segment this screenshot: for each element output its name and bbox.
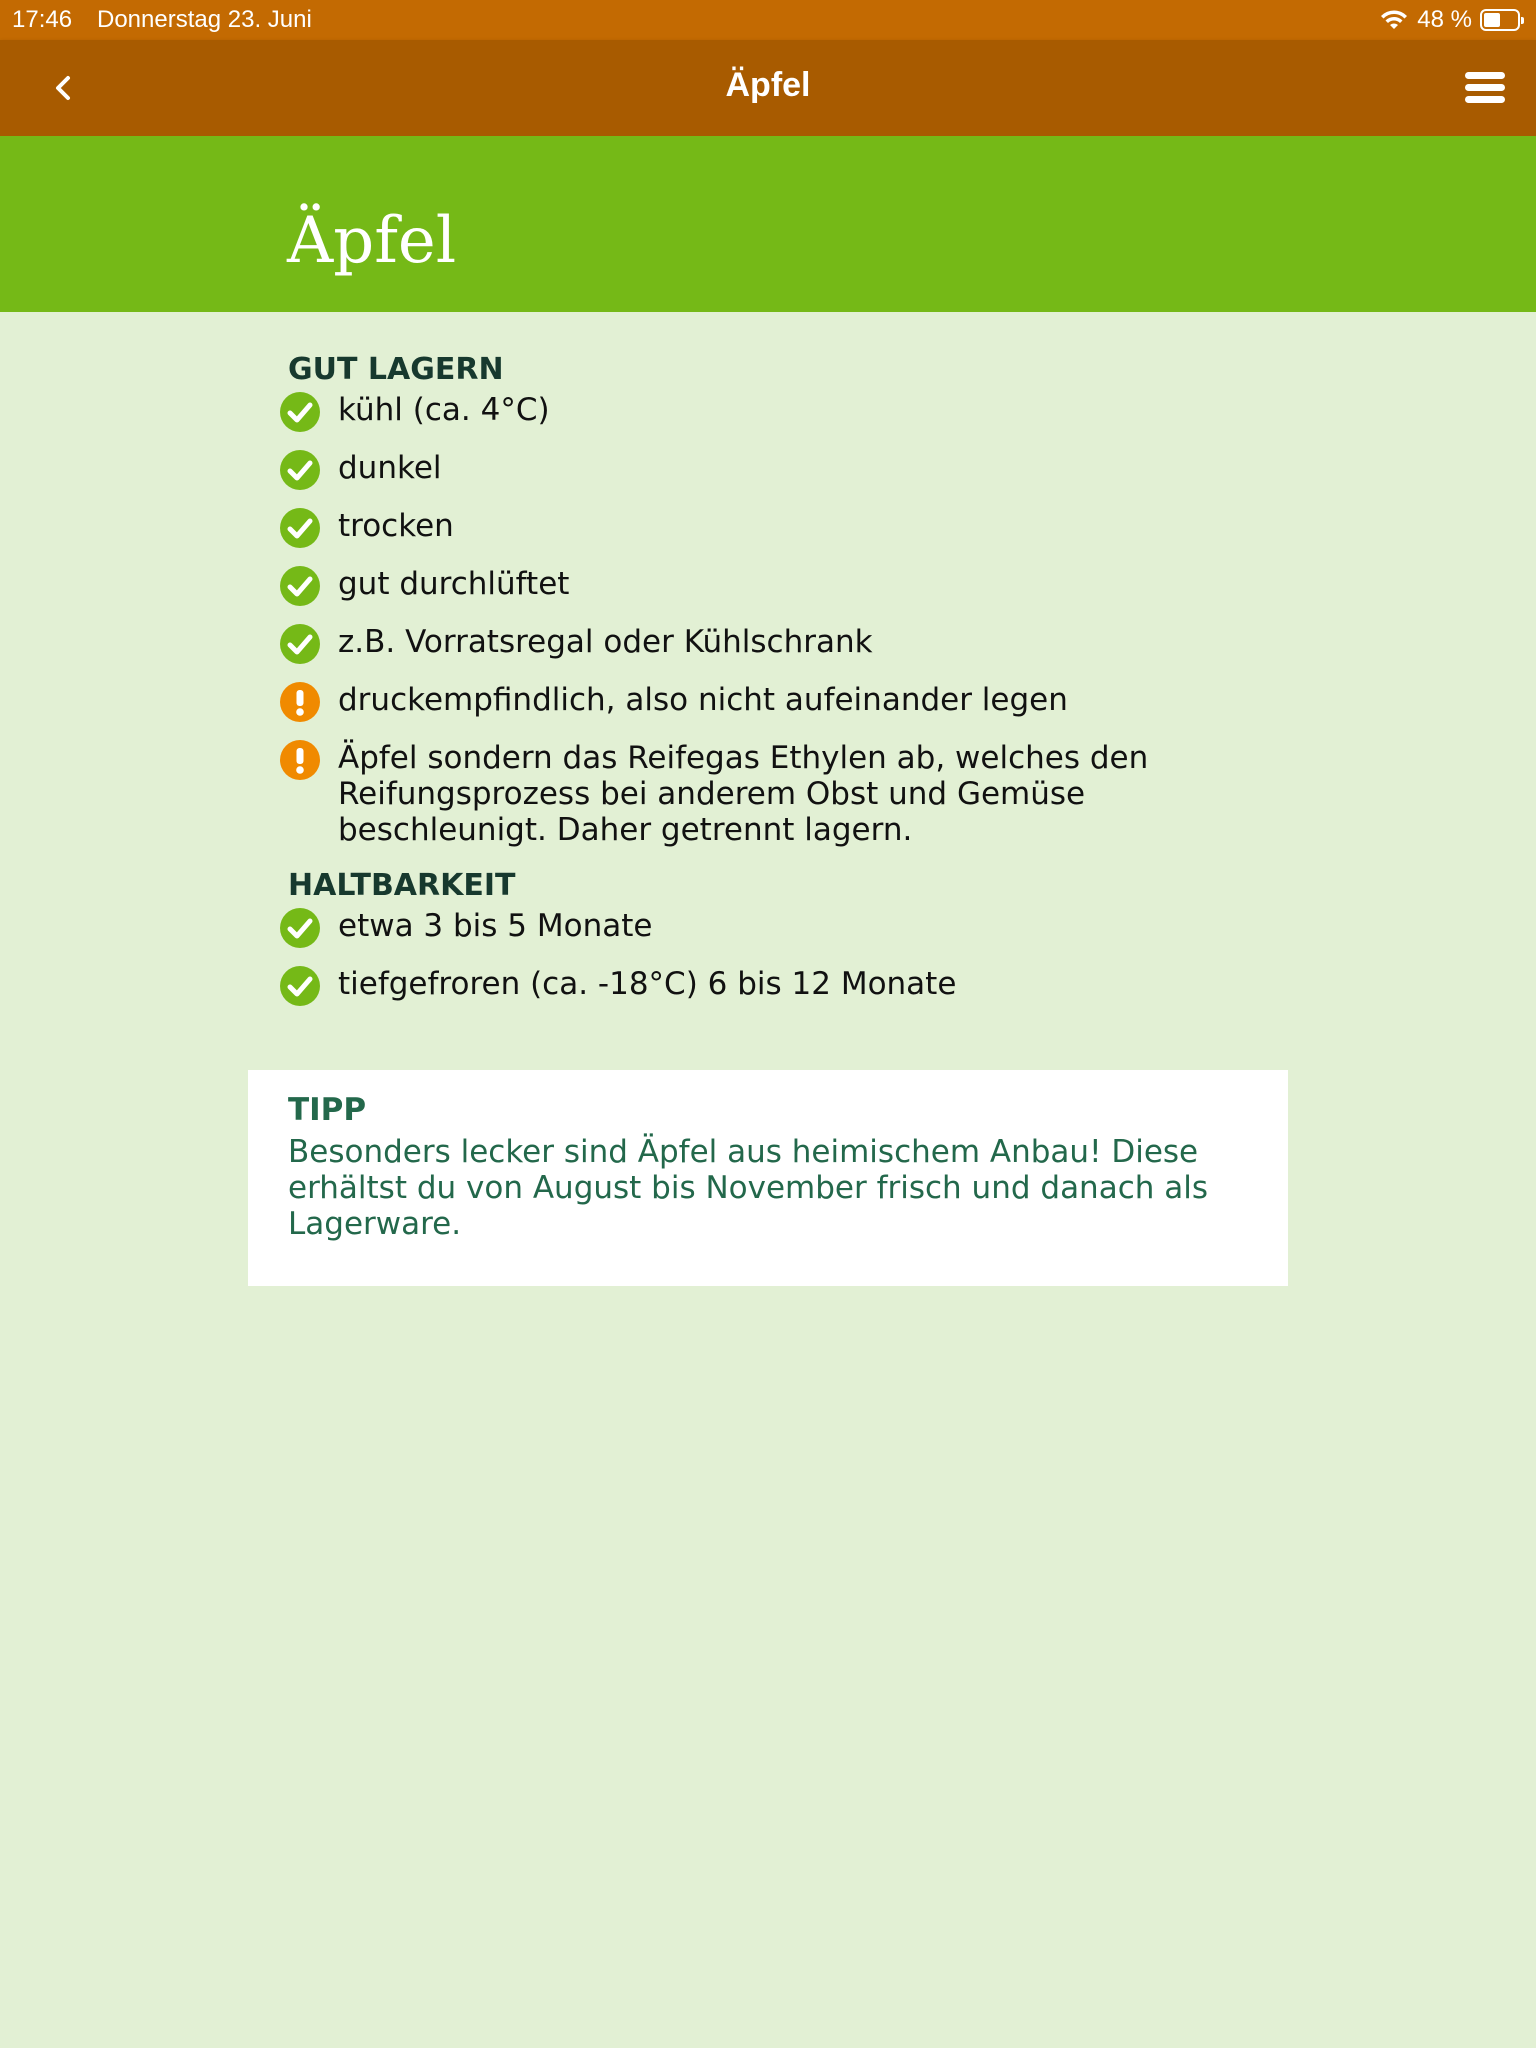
tip-heading: TIPP [288,1092,367,1128]
list-item-text: gut durchlüftet [338,566,570,602]
storage-heading: GUT LAGERN [288,352,504,387]
list-item [280,566,1280,606]
check-circle-icon [280,392,320,432]
check-circle-icon [280,450,320,490]
check-circle-icon [280,624,320,664]
shelf-life-heading: HALTBARKEIT [288,868,516,903]
status-time: 17:46 [12,6,73,33]
warning-circle-icon [280,682,320,722]
shelf-life-list [280,908,1280,1006]
page-title: Äpfel [287,204,457,278]
list-item [280,508,1280,548]
check-circle-icon [280,966,320,1006]
check-circle-icon [280,566,320,606]
list-item [280,624,1280,664]
status-bar [0,0,1536,40]
storage-list [280,392,1280,848]
list-item-text: dunkel [338,450,442,486]
tip-text: Besonders lecker sind Äpfel aus heimischem Anbau! Diese erhältst du von August bis November frisch und danach als Lagerware. [288,1134,1209,1242]
list-item-text: Äpfel sondern das Reifegas Ethylen ab, welches den Reifungsprozess bei anderem Obst und Gemüse beschleunigt. Daher getrennt lagern. [338,740,1149,848]
list-item-text: trocken [338,508,454,544]
list-item [280,908,1280,948]
list-item [280,966,1280,1006]
list-item-text: druckempfindlich, also nicht aufeinander legen [338,682,1068,718]
list-item [280,392,1280,432]
nav-bar [0,40,1536,136]
nav-title: Äpfel [725,66,811,104]
status-right [1379,6,1520,34]
status-date: Donnerstag 23. Juni [97,6,312,33]
list-item-text: kühl (ca. 4°C) [338,392,550,428]
hamburger-menu-icon[interactable] [1464,66,1506,110]
battery-percent: 48 % [1417,6,1472,33]
wifi-icon [1379,9,1409,31]
list-item [280,740,1280,848]
battery-icon [1480,9,1520,31]
tip-box [248,1070,1288,1286]
content [280,352,1280,1024]
check-circle-icon [280,908,320,948]
hero-banner [0,136,1536,312]
list-item-text: z.B. Vorratsregal oder Kühlschrank [338,624,873,660]
list-item [280,682,1280,722]
list-item [280,450,1280,490]
check-circle-icon [280,508,320,548]
list-item-text: tiefgefroren (ca. -18°C) 6 bis 12 Monate [338,966,957,1002]
list-item-text: etwa 3 bis 5 Monate [338,908,653,944]
warning-circle-icon [280,740,320,780]
